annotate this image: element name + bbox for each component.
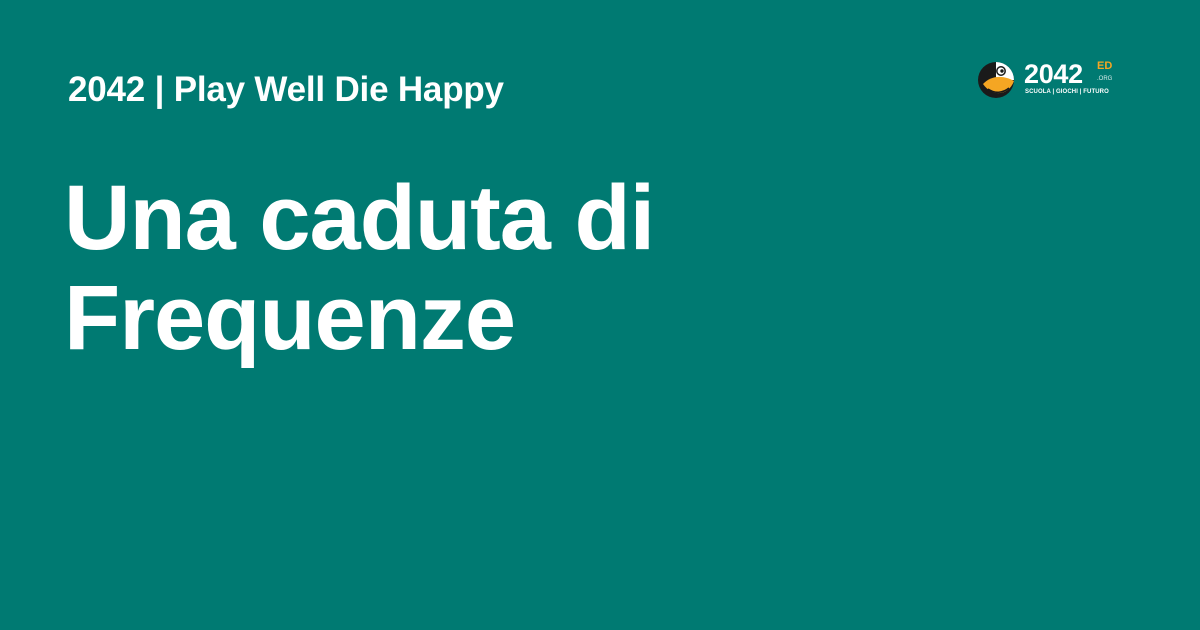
bird-mascot-icon — [976, 60, 1016, 100]
logo-wordmark: 2042 — [1024, 59, 1083, 89]
logo-domain: .ORG — [1097, 76, 1113, 82]
site-tagline: 2042 | Play Well Die Happy — [68, 70, 504, 109]
logo-tagline: SCUOLA | GIOCHI | FUTURO — [1025, 89, 1109, 95]
logo-suffix: ED — [1097, 60, 1113, 72]
article-title-line-2: Frequenze — [64, 267, 516, 369]
article-title-line-1: Una caduta di — [64, 167, 655, 269]
brand-logo — [976, 58, 1126, 102]
article-title — [64, 168, 824, 368]
